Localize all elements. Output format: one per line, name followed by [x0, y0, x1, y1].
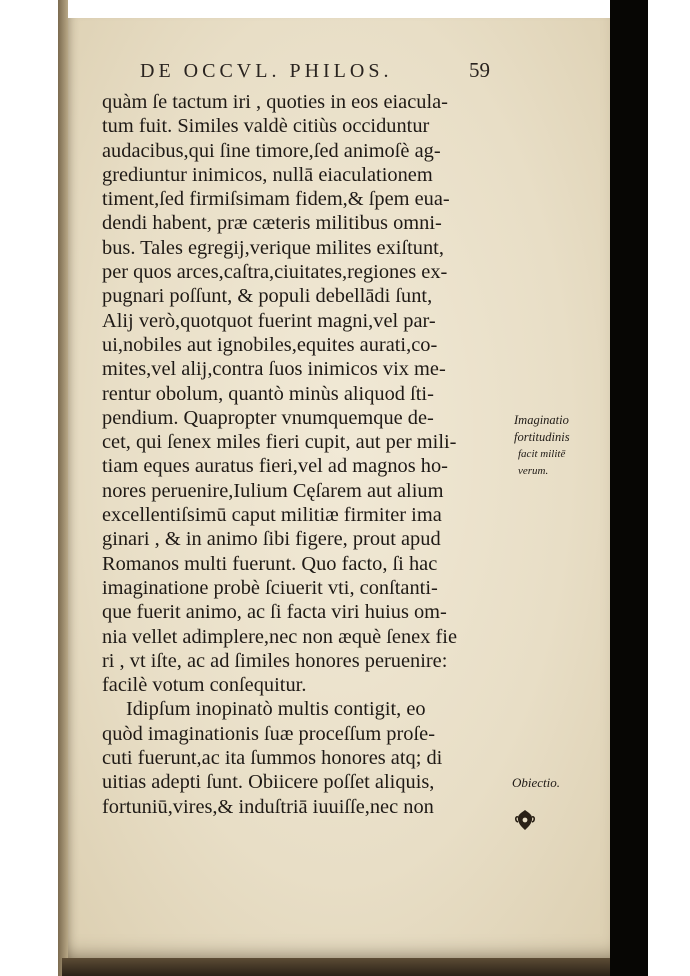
text-line: fortuniū,vires,& induſtriā iuuiſſe,nec non: [102, 795, 434, 818]
text-line: ri , vt iſte, ac ad ſimiles honores peruenire:: [102, 649, 448, 672]
text-line: audacibus,qui ſine timore,ſed animoſè ag-: [102, 139, 441, 162]
text-line: tiam eques auratus fieri,vel ad magnos ho-: [102, 455, 448, 478]
text-line: que fuerit animo, ac ſi facta viri huius om-: [102, 601, 447, 624]
text-line: nia vellet adimplere,nec non æquè ſenex fie: [102, 625, 457, 648]
running-title: DE OCCVL. PHILOS.: [140, 60, 393, 82]
text-line: mites,vel alij,contra ſuos inimicos vix me-: [102, 358, 446, 381]
text-line: cuti fuerunt,ac ita ſummos honores atq; di: [102, 747, 443, 770]
text-line: timent,ſed firmiſsimam fidem,& ſpem eua-: [102, 188, 450, 211]
page-binding-edge: [58, 0, 68, 976]
text-line: nores peruenire,Iulium Cęſarem aut alium: [102, 479, 444, 502]
margin-line: verum.: [518, 465, 549, 477]
text-line: dendi habent, præ cæteris militibus omni-: [102, 212, 442, 235]
text-line: excellentiſsimū caput militiæ firmiter ima: [102, 504, 442, 527]
text-line: tum fuit. Similes valdè citiùs occiduntur: [102, 115, 430, 138]
scan-background-right: [610, 0, 648, 976]
text-line: bus. Tales egregij,verique milites exiſtunt,: [102, 236, 444, 259]
margin-line: Imaginatio: [514, 413, 569, 427]
text-line: facilè votum conſequitur.: [102, 674, 307, 697]
text-line: uitias adepti ſunt. Obiicere poſſet aliquis,: [102, 771, 435, 794]
text-line-indented: Idipſum inopinatò multis contigit, eo: [126, 698, 426, 721]
page-number: 59: [469, 58, 490, 82]
text-line: ginari , & in animo ſibi figere, prout apud: [102, 528, 441, 551]
page-bottom-edge: [62, 958, 610, 976]
text-line: ui,nobiles aut ignobiles,equites aurati,co-: [102, 333, 438, 356]
text-line: grediuntur inimicos, nullā eiaculationem: [102, 163, 433, 186]
marginal-note-imaginatio: [514, 412, 606, 480]
text-line: pugnari poſſunt, & populi debellādi ſunt,: [102, 285, 433, 308]
text-line: pendium. Quapropter vnumquemque de-: [102, 406, 434, 429]
margin-line: facit militē: [518, 448, 566, 460]
body-text: [102, 90, 512, 819]
marginal-note-obiectio: Obiectio.: [512, 775, 561, 790]
text-line: Romanos multi fuerunt. Quo facto, ſi hac: [102, 552, 438, 575]
fleuron-ornament-icon: [514, 808, 536, 832]
margin-line: fortitudinis: [514, 430, 570, 444]
text-line: quàm ſe tactum iri , quoties in eos eiacula-: [102, 91, 448, 113]
text-line: rentur obolum, quantò minùs aliquod ſti-: [102, 382, 434, 405]
running-header: [140, 58, 490, 92]
text-line: quòd imaginationis ſuæ proceſſum proſe-: [102, 722, 435, 745]
text-line: Alij verò,quotquot fuerint magni,vel par-: [102, 309, 436, 332]
text-line: cet, qui ſenex miles fieri cupit, aut per mili-: [102, 431, 457, 454]
text-line: imaginatione probè ſciuerit vti, conſtanti-: [102, 576, 438, 599]
text-line: per quos arces,caſtra,ciuitates,regiones ex-: [102, 261, 448, 284]
